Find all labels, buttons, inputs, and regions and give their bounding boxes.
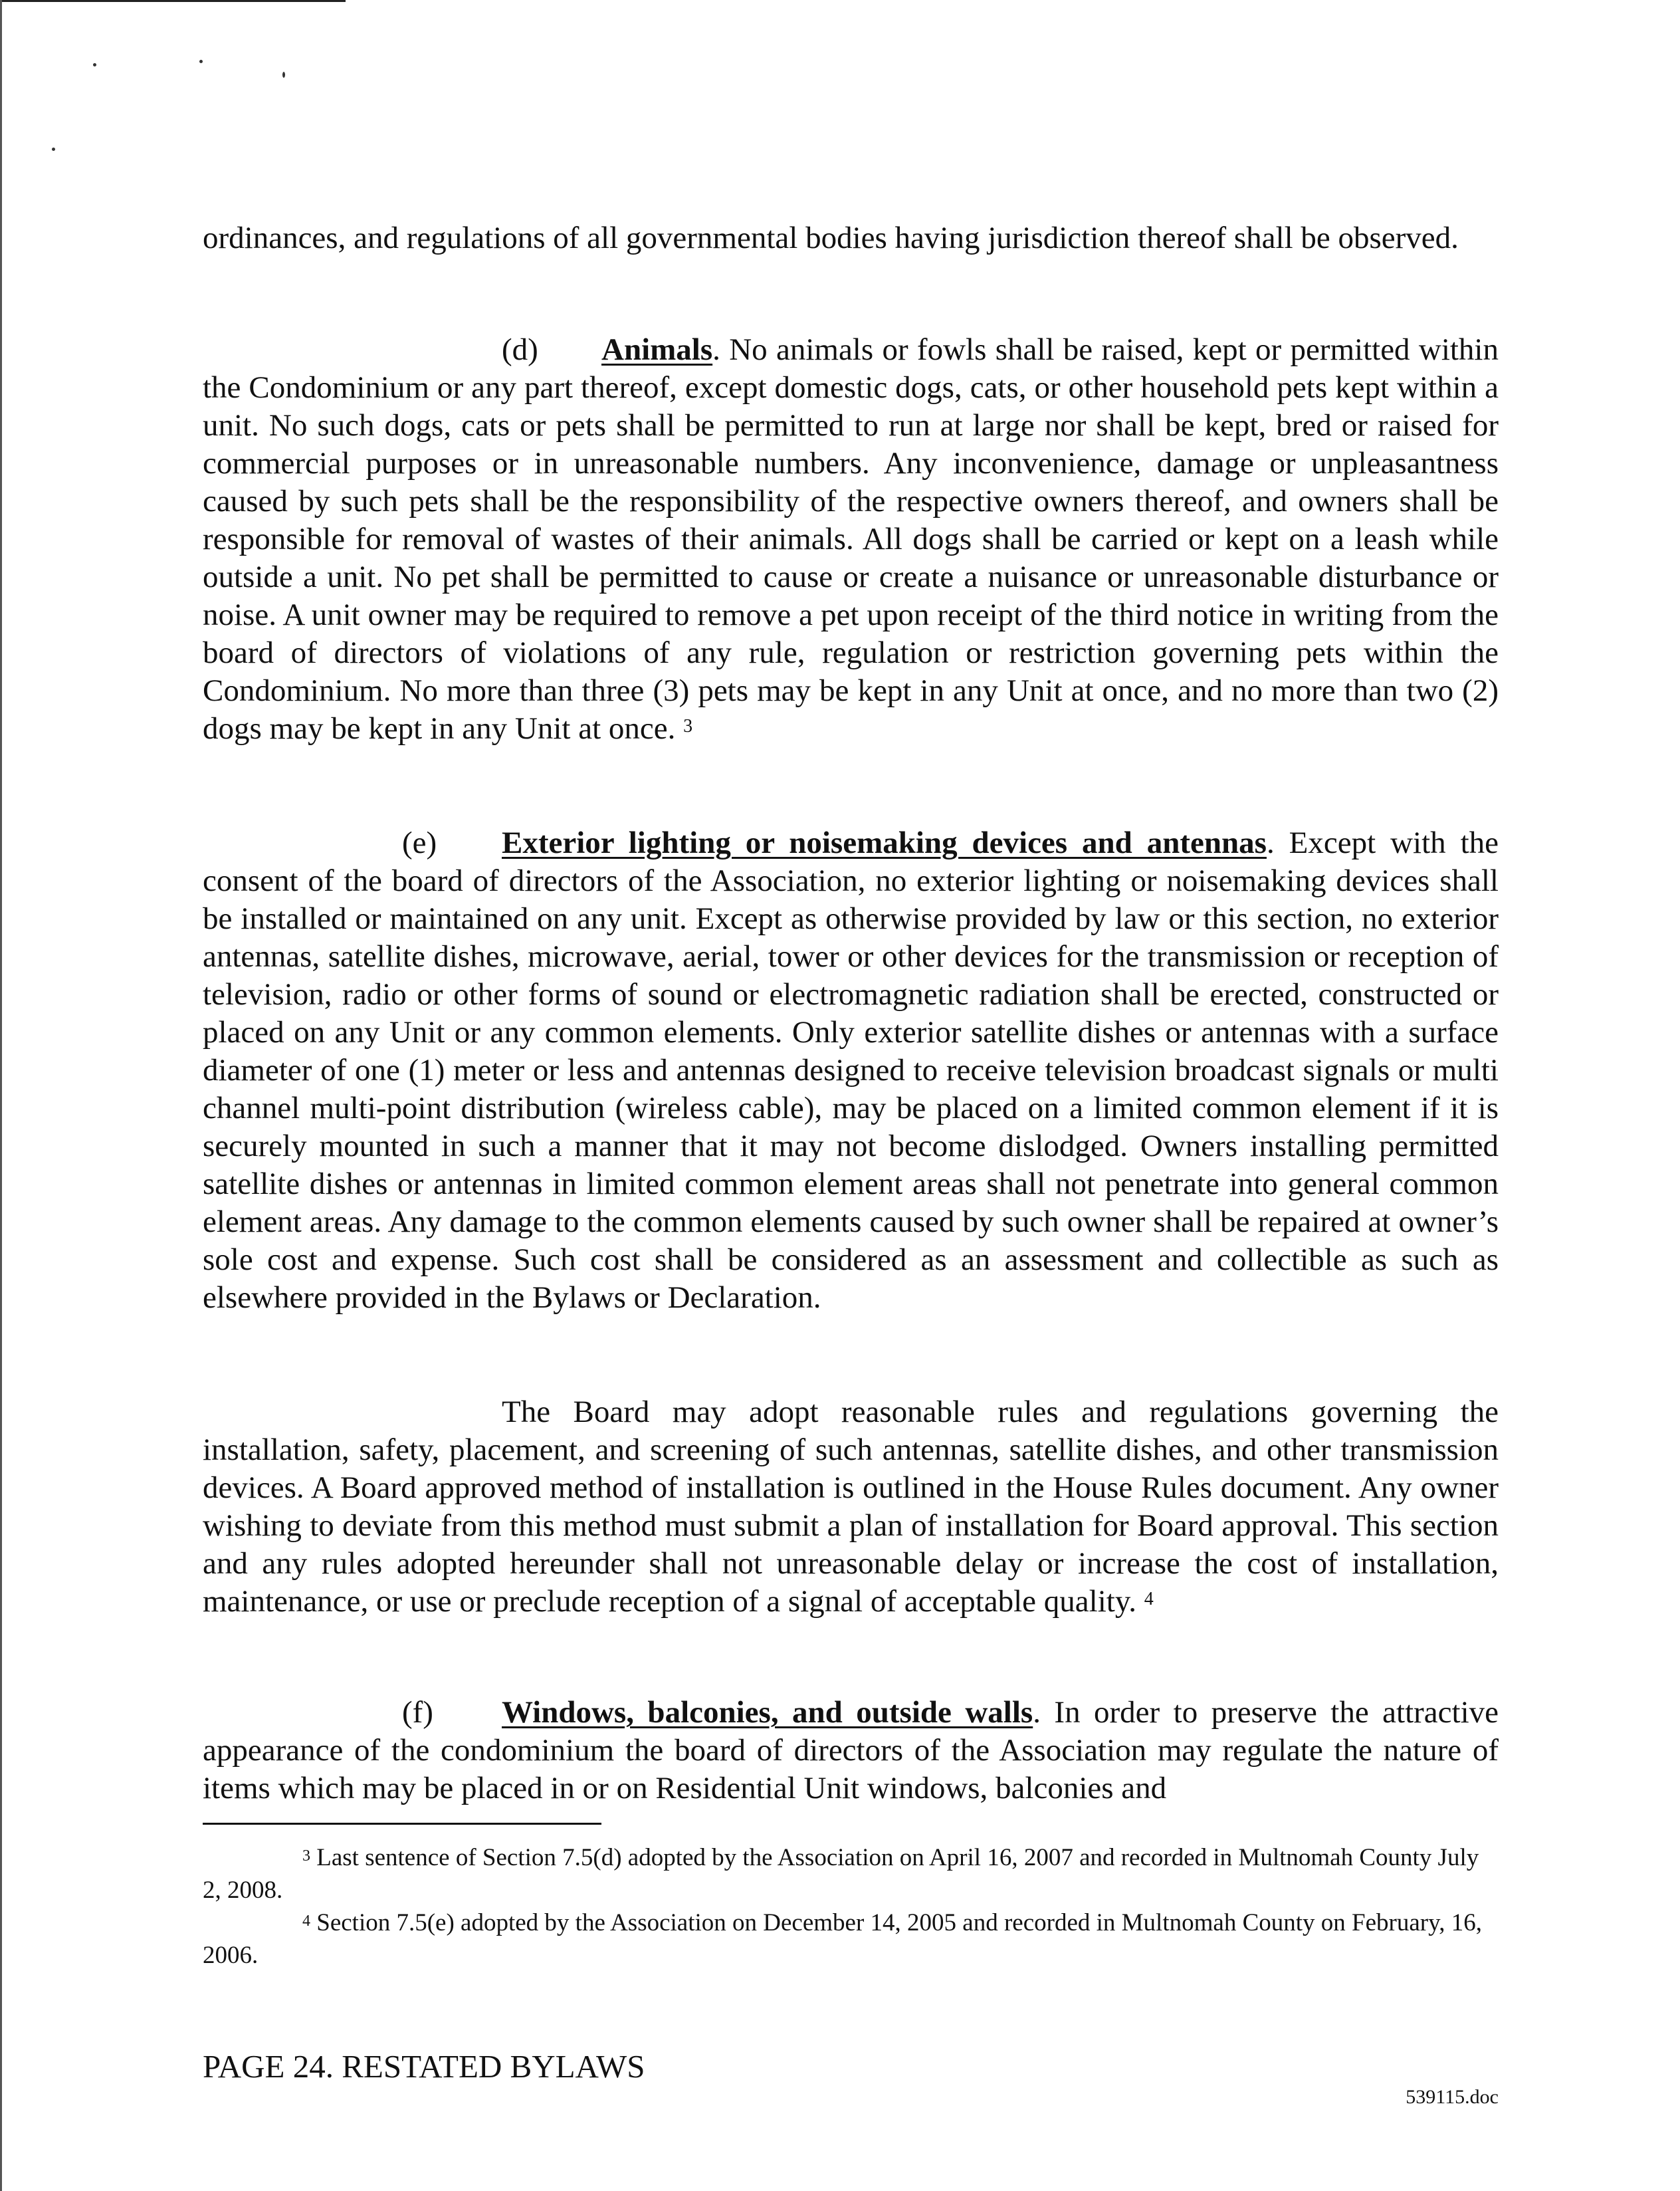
section-d-text: . No animals or fowls shall be raised, kept or permitted within the Condominium or any part thereof, except domestic dogs, cats, or other household pets kept within a unit. No such dogs, cats or pets shall be permitted to run at large nor shall be kept, bred or raised for commercial purposes or in unreasonable numbers. Any inconvenience, damage or unpleasantness caused by such pets shall be the responsibility of the respective owners thereof, and owners shall be responsible for removal of wastes of their animals. All dogs shall be carried or kept on a leash while outside a unit. No pet shall be permitted to cause or create a nuisance or unreasonable disturbance or noise. A unit owner may be required to remove a pet upon receipt of the third notice in writing from the board of directors of violations of any rule, regulation or restriction governing pets within the Condominium. No more than three (3) pets may be kept in any Unit at once, and no more than two (2) dogs may be kept in any Unit at once. bbox=[203, 332, 1499, 746]
section-e-continuation-text: The Board may adopt reasonable rules and regulations governing the installation, safety, placement, and screening of such antennas, satellite dishes, and other transmission devices. A Board approved method of installation is outlined in the House Rules document. Any owner wishing to deviate from this method must submit a plan of installation for Board approval. This section and any rules adopted hereunder shall not unreasonable delay or increase the cost of installation, maintenance, or use or preclude reception of a signal of acceptable quality. bbox=[203, 1395, 1499, 1619]
footnote-3 bbox=[203, 1841, 1499, 1906]
footnote-separator bbox=[203, 1823, 601, 1825]
scan-edge-left bbox=[0, 0, 2, 2191]
intro-text: ordinances, and regulations of all governmental bodies having jurisdiction thereof shall be observed. bbox=[203, 221, 1459, 255]
footnote-4 bbox=[203, 1906, 1499, 1972]
section-f-label: (f) bbox=[402, 1695, 433, 1730]
section-e-paragraph bbox=[203, 824, 1499, 1317]
scan-speck bbox=[199, 60, 203, 63]
section-f-heading: Windows, balconies, and outside walls bbox=[502, 1695, 1033, 1730]
section-e-label: (e) bbox=[402, 826, 437, 860]
scan-speck bbox=[93, 63, 96, 66]
intro-paragraph bbox=[203, 219, 1499, 257]
scan-edge-top bbox=[0, 0, 346, 2]
section-d-label: (d) bbox=[502, 332, 538, 367]
section-e-continuation-paragraph bbox=[203, 1393, 1499, 1621]
footnote-4-text: Section 7.5(e) adopted by the Association on December 14, 2005 and recorded in Multnomah County on February, 16, 2006. bbox=[203, 1909, 1482, 1969]
footnote-3-number: 3 bbox=[302, 1847, 310, 1865]
section-e-text: . Except with the consent of the board of directors of the Association, no exterior lighting or noisemaking devices shall be installed or maintained on any unit. Except as otherwise provided by law or this section, no exterior antennas, satellite dishes, microwave, aerial, tower or other devices for the transmission or reception of television, radio or other forms of sound or electromagnetic radiation shall be erected, constructed or placed on any Unit or any common elements. Only exterior satellite dishes or antennas with a surface diameter of one (1) meter or less and antennas designed to receive television broadcast signals or multi channel multi-point distribution (wireless cable), may be placed on a limited common element if it is securely mounted in such a manner that it may not become dislodged. Owners installing permitted satellite dishes or antennas in limited common element areas shall not penetrate into general common element areas. Any damage to the common elements caused by such owner shall be repaired at owner’s sole cost and expense. Such cost shall be considered as an assessment and collectible as such as elsewhere provided in the Bylaws or Declaration. bbox=[203, 826, 1499, 1315]
page-footer-title: PAGE 24. RESTATED BYLAWS bbox=[203, 2048, 645, 2085]
footnote-3-text: Last sentence of Section 7.5(d) adopted by the Association on April 16, 2007 and recorded in Multnomah County July 2, 2008. bbox=[203, 1844, 1479, 1904]
section-f-paragraph bbox=[203, 1694, 1499, 1807]
scan-speck bbox=[52, 148, 55, 151]
section-e-heading: Exterior lighting or noisemaking devices and antennas bbox=[502, 826, 1267, 860]
footnote-4-number: 4 bbox=[302, 1912, 310, 1930]
footnote-ref-4: 4 bbox=[1144, 1589, 1154, 1609]
footnote-ref-3: 3 bbox=[683, 716, 693, 737]
scan-speck bbox=[282, 72, 285, 78]
section-f-text: . In order to preserve the attractive appearance of the condominium the board of directors of the Association may regulate the nature of items which may be placed in or on Residential Unit windows, balconies and bbox=[203, 1695, 1499, 1805]
document-id: 539115.doc bbox=[1406, 2086, 1499, 2108]
section-d-heading: Animals bbox=[601, 332, 713, 367]
section-d-paragraph bbox=[203, 331, 1499, 748]
